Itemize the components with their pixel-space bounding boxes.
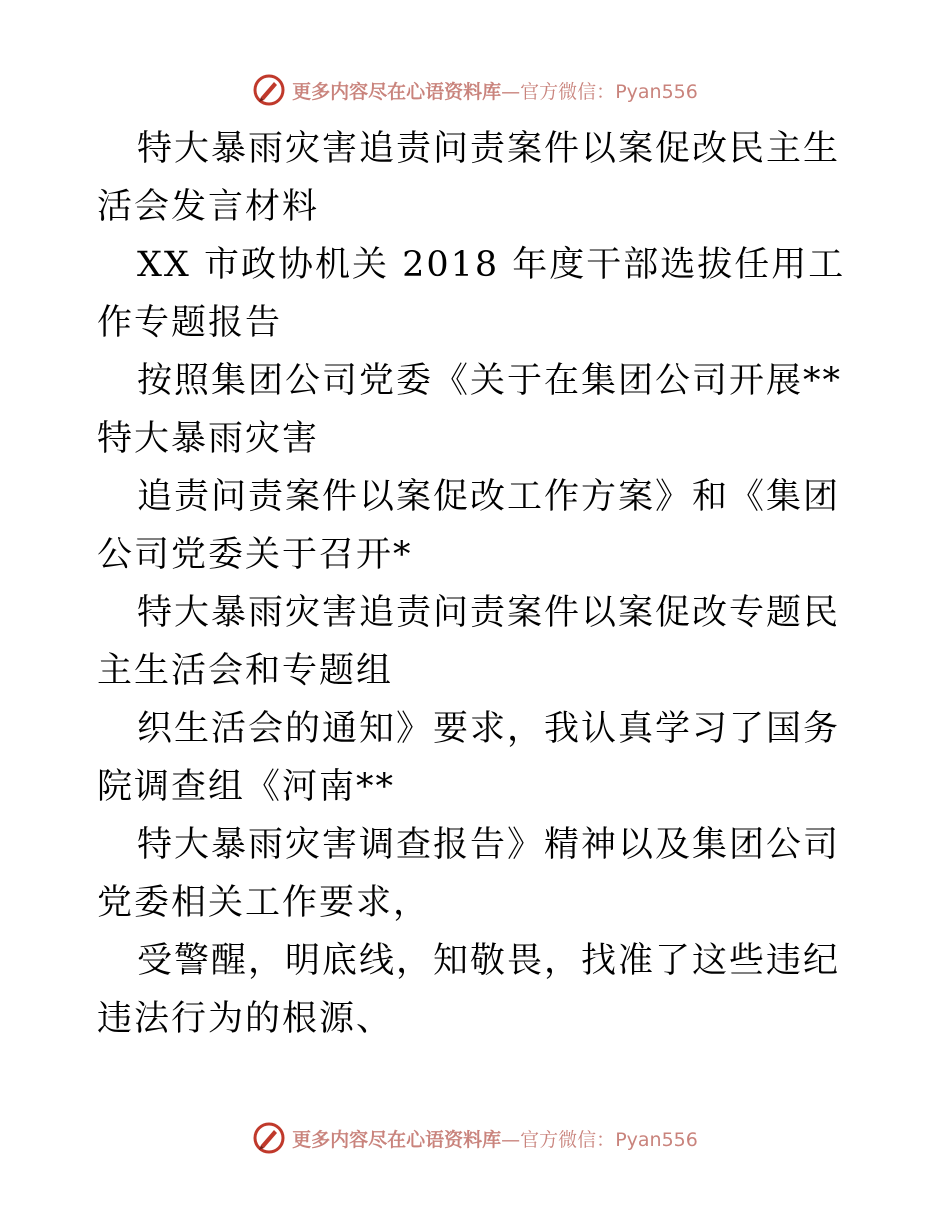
footer-banner-prefix: 更多内容尽在心语资料库 (292, 1128, 502, 1151)
pen-logo-icon (252, 1121, 286, 1155)
footer-wechat-label: 官方微信： (520, 1128, 616, 1151)
paragraph: XX 市政协机关 2018 年度干部选拔任用工作专题报告 (97, 245, 846, 343)
header-banner-separator: — (501, 80, 521, 103)
paragraph: 特大暴雨灾害调查报告》精神以及集团公司党委相关工作要求， (97, 825, 841, 923)
paragraph: 织生活会的通知》要求，我认真学习了国务院调查组《河南** (97, 709, 841, 807)
header-banner (0, 70, 950, 110)
pen-logo-icon (252, 73, 286, 107)
paragraph: 特大暴雨灾害追责问责案件以案促改民主生活会发言材料 (97, 129, 841, 227)
footer-banner-text (292, 1125, 698, 1152)
header-wechat-id: Pyan556 (615, 80, 698, 103)
paragraph: 按照集团公司党委《关于在集团公司开展**特大暴雨灾害 (97, 361, 843, 459)
header-wechat-label: 官方微信： (520, 80, 616, 103)
paragraph: 特大暴雨灾害追责问责案件以案促改专题民主生活会和专题组 (97, 593, 841, 691)
paragraph: 追责问责案件以案促改工作方案》和《集团公司党委关于召开* (97, 477, 841, 575)
header-banner-text (292, 77, 698, 104)
footer-wechat-id: Pyan556 (615, 1128, 698, 1151)
footer-banner-separator: — (501, 1128, 521, 1151)
paragraph: 受警醒，明底线，知敬畏，找准了这些违纪违法行为的根源、 (97, 941, 841, 1039)
document-body (97, 120, 857, 1048)
header-banner-prefix: 更多内容尽在心语资料库 (292, 80, 502, 103)
footer-banner (0, 1118, 950, 1158)
